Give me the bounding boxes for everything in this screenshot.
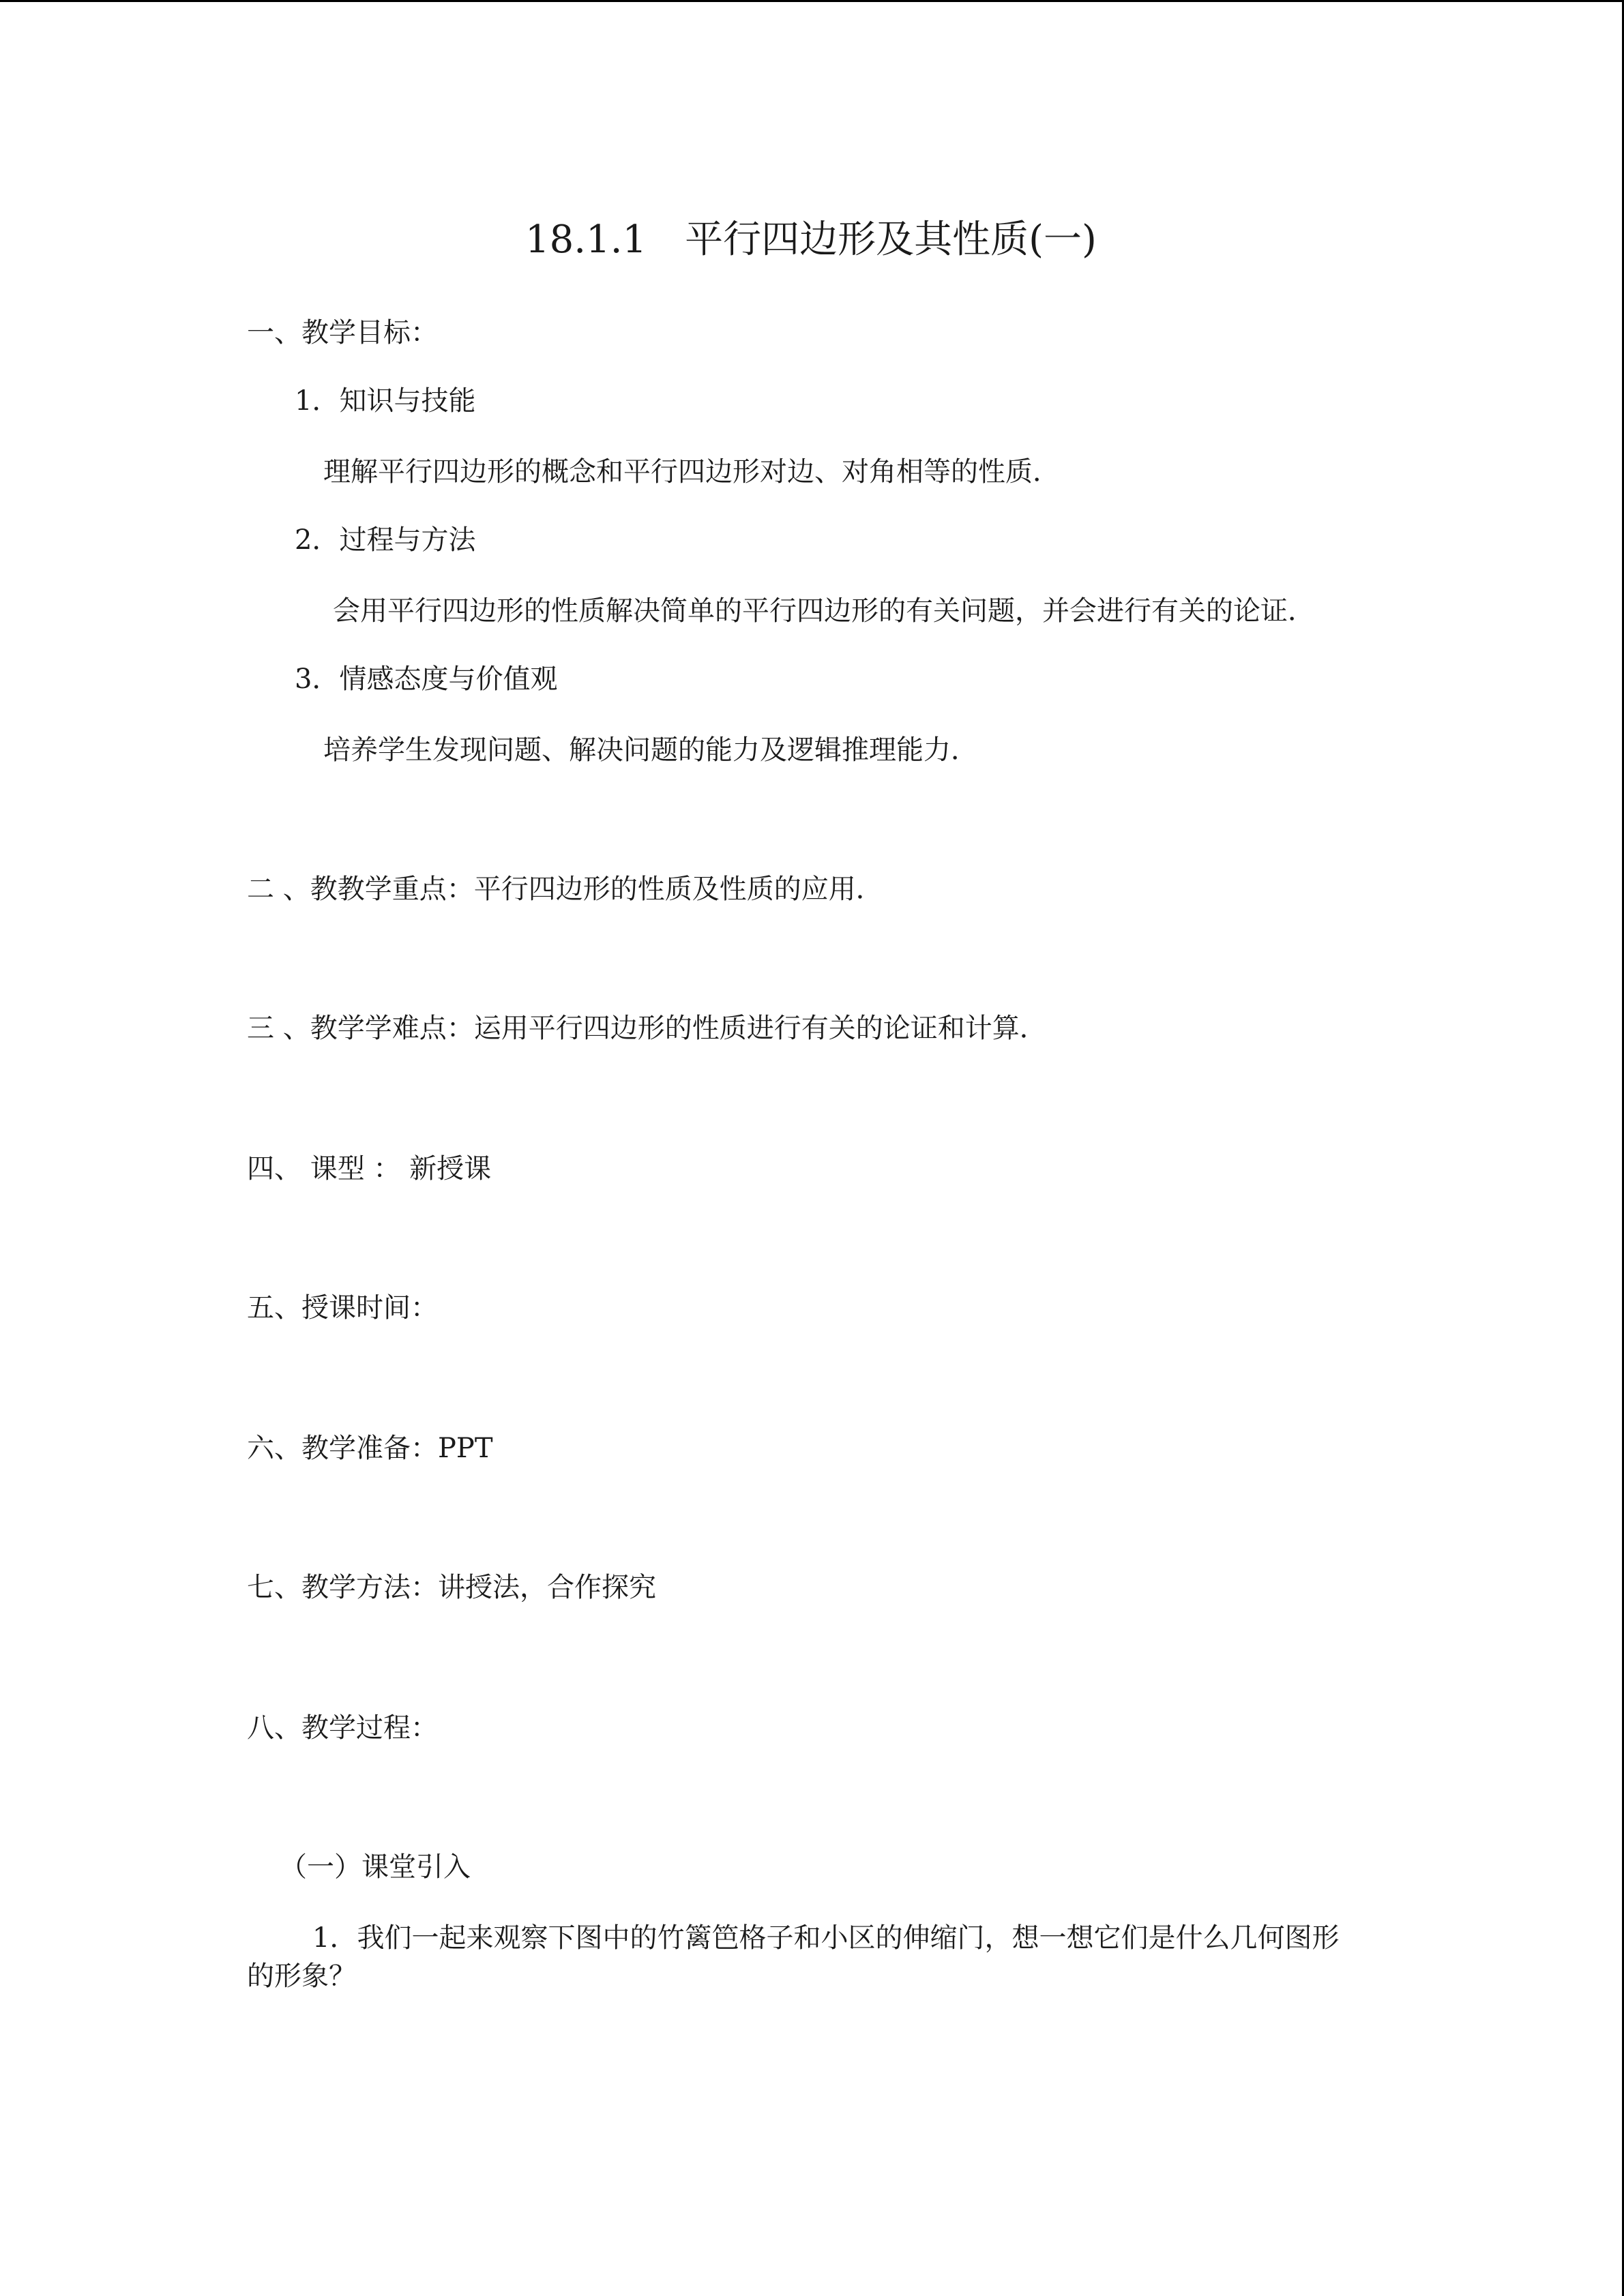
process-heading: 八、教学过程： (247, 1712, 438, 1744)
objective-2-label: 2．过程与方法 (295, 524, 476, 556)
objective-1-label: 1．知识与技能 (295, 385, 476, 417)
page-top-border (0, 0, 1624, 2)
question-1-line-2: 的形象？ (247, 1960, 356, 1992)
objective-2-text: 会用平行四边形的性质解决简单的平行四边形的有关问题，并会进行有关的论证． (333, 595, 1315, 627)
difficulties: 三 、教学学难点：运用平行四边形的性质进行有关的论证和计算． (247, 1013, 1047, 1044)
teaching-method: 七、教学方法：讲授法，合作探究 (247, 1572, 656, 1603)
objectives-heading: 一、教学目标： (247, 317, 438, 348)
page-title: 18.1.1 平行四边形及其性质(一) (525, 218, 1097, 262)
preparation: 六、教学准备：PPT (247, 1433, 493, 1464)
lesson-type: 四、 课型 ： 新授课 (247, 1153, 492, 1184)
lesson-time: 五、授课时间： (247, 1292, 438, 1324)
objective-1-text: 理解平行四边形的概念和平行四边形对边、对角相等的性质． (323, 456, 1060, 488)
question-1-line-1: 1．我们一起来观察下图中的竹篱笆格子和小区的伸缩门，想一想它们是什么几何图形 (312, 1922, 1340, 1954)
key-points: 二 、教教学重点：平行四边形的性质及性质的应用． (247, 874, 883, 905)
process-subsection-1: （一）课堂引入 (280, 1851, 471, 1883)
objective-3-label: 3．情感态度与价值观 (295, 664, 558, 695)
objective-3-text: 培养学生发现问题、解决问题的能力及逻辑推理能力． (323, 734, 978, 766)
